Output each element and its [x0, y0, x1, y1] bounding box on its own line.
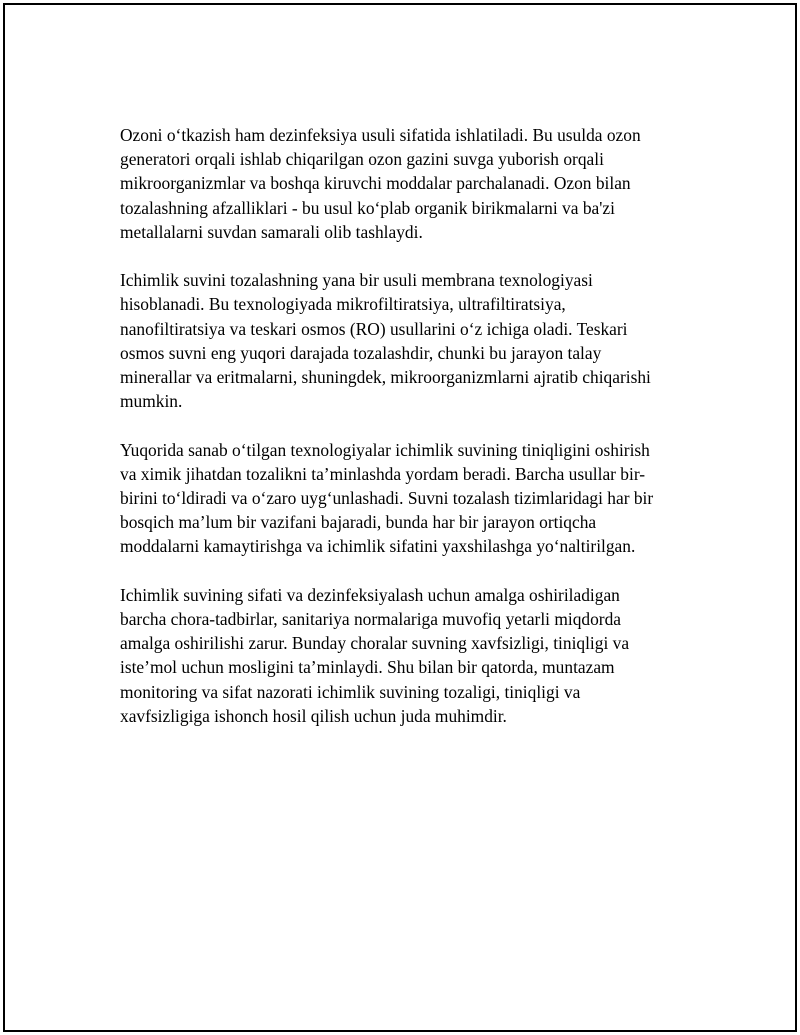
document-body [120, 123, 660, 752]
text-line: Yuqorida sanab o‘tilgan texnologiyalar ichimlik suvining tiniqligini oshirish [120, 439, 650, 460]
text-line: amalga oshirilishi zarur. Bunday choralar suvning xavfsizligi, tiniqligi va [120, 633, 630, 654]
text-line: nanofiltiratsiya va teskari osmos (RO) usullarini o‘z ichiga oladi. Teskari [120, 318, 628, 339]
text-line: mumkin. [120, 391, 183, 412]
text-line: osmos suvni eng yuqori darajada tozalashdir, chunki bu jarayon talay [120, 342, 602, 363]
text-line: Ichimlik suvining sifati va dezinfeksiyalash uchun amalga oshiriladigan [120, 584, 620, 605]
text-line: generatori orqali ishlab chiqarilgan ozon gazini suvga yuborish orqali [120, 149, 604, 170]
text-line: tozalashning afzalliklari - bu usul ko‘plab organik birikmalarni va ba'zi [120, 197, 615, 218]
paragraph-membrane-technology [120, 268, 660, 413]
text-line: iste’mol uchun mosligini ta’minlaydi. Shu bilan bir qatorda, muntazam [120, 657, 615, 678]
text-line: Ozoni o‘tkazish ham dezinfeksiya usuli sifatida ishlatiladi. Bu usulda ozon [120, 125, 641, 145]
text-line: monitoring va sifat nazorati ichimlik suvining tozaligi, tiniqligi va [120, 681, 581, 702]
text-line: barcha chora-tadbirlar, sanitariya normalariga muvofiq yetarli miqdorda [120, 609, 622, 630]
document-page [3, 3, 797, 1032]
text-line: metallalarni suvdan samarali olib tashlaydi. [120, 221, 423, 242]
text-line: moddalarni kamaytirishga va ichimlik sifatini yaxshilashga yo‘naltirilgan. [120, 536, 636, 557]
text-line: birini to‘ldiradi va o‘zaro uyg‘unlashadi. Suvni tozalash tizimlaridagi har bir [120, 488, 654, 509]
text-line: va ximik jihatdan tozalikni ta’minlashda yordam beradi. Barcha usullar bir- [120, 463, 646, 484]
text-line: hisoblanadi. Bu texnologiyada mikrofiltiratsiya, ultrafiltiratsiya, [120, 294, 566, 315]
text-line: bosqich ma’lum bir vazifani bajaradi, bunda har bir jarayon ortiqcha [120, 512, 597, 533]
text-line: Ichimlik suvini tozalashning yana bir usuli membrana texnologiyasi [120, 270, 593, 291]
text-line: xavfsizligiga ishonch hosil qilish uchun juda muhimdir. [120, 705, 507, 726]
text-line: minerallar va eritmalarni, shuningdek, mikroorganizmlarni ajratib chiqarishi [120, 367, 651, 388]
paragraph-quality-measures [120, 583, 660, 728]
paragraph-ozone-disinfection [120, 123, 660, 244]
paragraph-technologies-summary [120, 438, 660, 559]
text-line: mikroorganizmlar va boshqa kiruvchi moddalar parchalanadi. Ozon bilan [120, 173, 631, 194]
